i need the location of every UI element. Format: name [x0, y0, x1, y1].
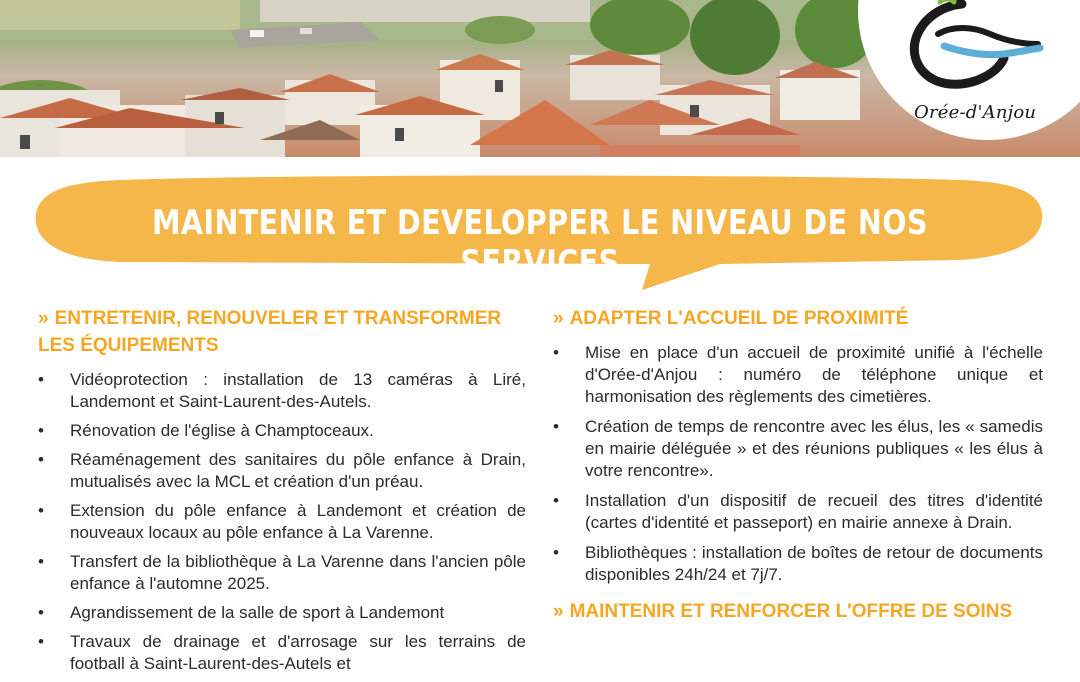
right-column	[553, 305, 1043, 625]
list-item-text: Réaménagement des sanitaires du pôle enfance à Drain, mutualisés avec la MCL et création d'un préau.	[70, 450, 526, 491]
section-heading-soins	[553, 598, 1043, 625]
list-item	[38, 551, 526, 595]
list-item	[38, 631, 526, 675]
list-item-text: Installation d'un dispositif de recueil des titres d'identité (cartes d'identité et passeport) en mairie annexe à Drain.	[585, 491, 1043, 532]
bullet-icon: •	[553, 543, 559, 562]
list-item-text: Vidéoprotection : installation de 13 caméras à Liré, Landemont et Saint-Laurent-des-Autels.	[70, 370, 526, 411]
list-item	[38, 449, 526, 493]
bullet-icon: •	[38, 603, 44, 622]
list-item-text: Bibliothèques : installation de boîtes de retour de documents disponibles 24h/24 et 7j/7.	[585, 543, 1043, 584]
bullet-icon: •	[38, 421, 44, 440]
list-item	[38, 500, 526, 544]
list-item-text: Agrandissement de la salle de sport à Landemont	[70, 603, 445, 622]
chevron-icon: »	[38, 308, 49, 329]
bullet-icon: •	[38, 632, 44, 651]
bullet-icon: •	[553, 491, 559, 510]
list-item-text: Mise en place d'un accueil de proximité unifié à l'échelle d'Orée-d'Anjou : numéro de téléphone unique et harmonisation des règlements des cimetières.	[585, 343, 1043, 406]
list-item	[38, 420, 526, 442]
section-heading-text: ADAPTER L'ACCUEIL DE PROXIMITÉ	[569, 308, 909, 329]
list-item-text: Création de temps de rencontre avec les élus, les « samedis en mairie déléguée » et des réunions publiques « les élus à votre rencontre».	[585, 417, 1043, 480]
section-heading-text: ENTRETENIR, RENOUVELER ET TRANSFORMER LES ÉQUIPEMENTS	[38, 308, 502, 356]
left-column	[38, 305, 526, 682]
list-item	[553, 542, 1043, 586]
list-item	[553, 490, 1043, 534]
list-item	[553, 342, 1043, 408]
list-item	[38, 369, 526, 413]
equipements-list	[38, 369, 526, 675]
list-item	[553, 416, 1043, 482]
chevron-icon: »	[553, 308, 564, 329]
bullet-icon: •	[38, 501, 44, 520]
section-heading-equipements	[38, 305, 526, 359]
list-item-text: Travaux de drainage et d'arrosage sur les terrains de football à Saint-Laurent-des-Autels et	[70, 632, 526, 673]
list-item-text: Rénovation de l'église à Champtoceaux.	[70, 421, 374, 440]
bullet-icon: •	[38, 552, 44, 571]
bullet-icon: •	[553, 417, 559, 436]
accueil-list	[553, 342, 1043, 586]
chevron-icon: »	[553, 601, 564, 622]
oree-d-anjou-logo-icon	[900, 0, 1050, 100]
bullet-icon: •	[38, 370, 44, 389]
list-item	[38, 602, 526, 624]
banner-title: MAINTENIR ET DEVELOPPER LE NIVEAU DE NOS SERVICES	[152, 203, 928, 283]
logo-text: Orée-d'Anjou	[914, 102, 1037, 123]
section-heading-text: MAINTENIR ET RENFORCER L'OFFRE DE SOINS	[569, 601, 1013, 622]
list-item-text: Extension du pôle enfance à Landemont et création de nouveaux locaux au pôle enfance à La Varenne.	[70, 501, 526, 542]
bullet-icon: •	[553, 343, 559, 362]
bullet-icon: •	[38, 450, 44, 469]
list-item-text: Transfert de la bibliothèque à La Varenne dans l'ancien pôle enfance à l'automne 2025.	[70, 552, 526, 593]
section-heading-accueil	[553, 305, 1043, 332]
